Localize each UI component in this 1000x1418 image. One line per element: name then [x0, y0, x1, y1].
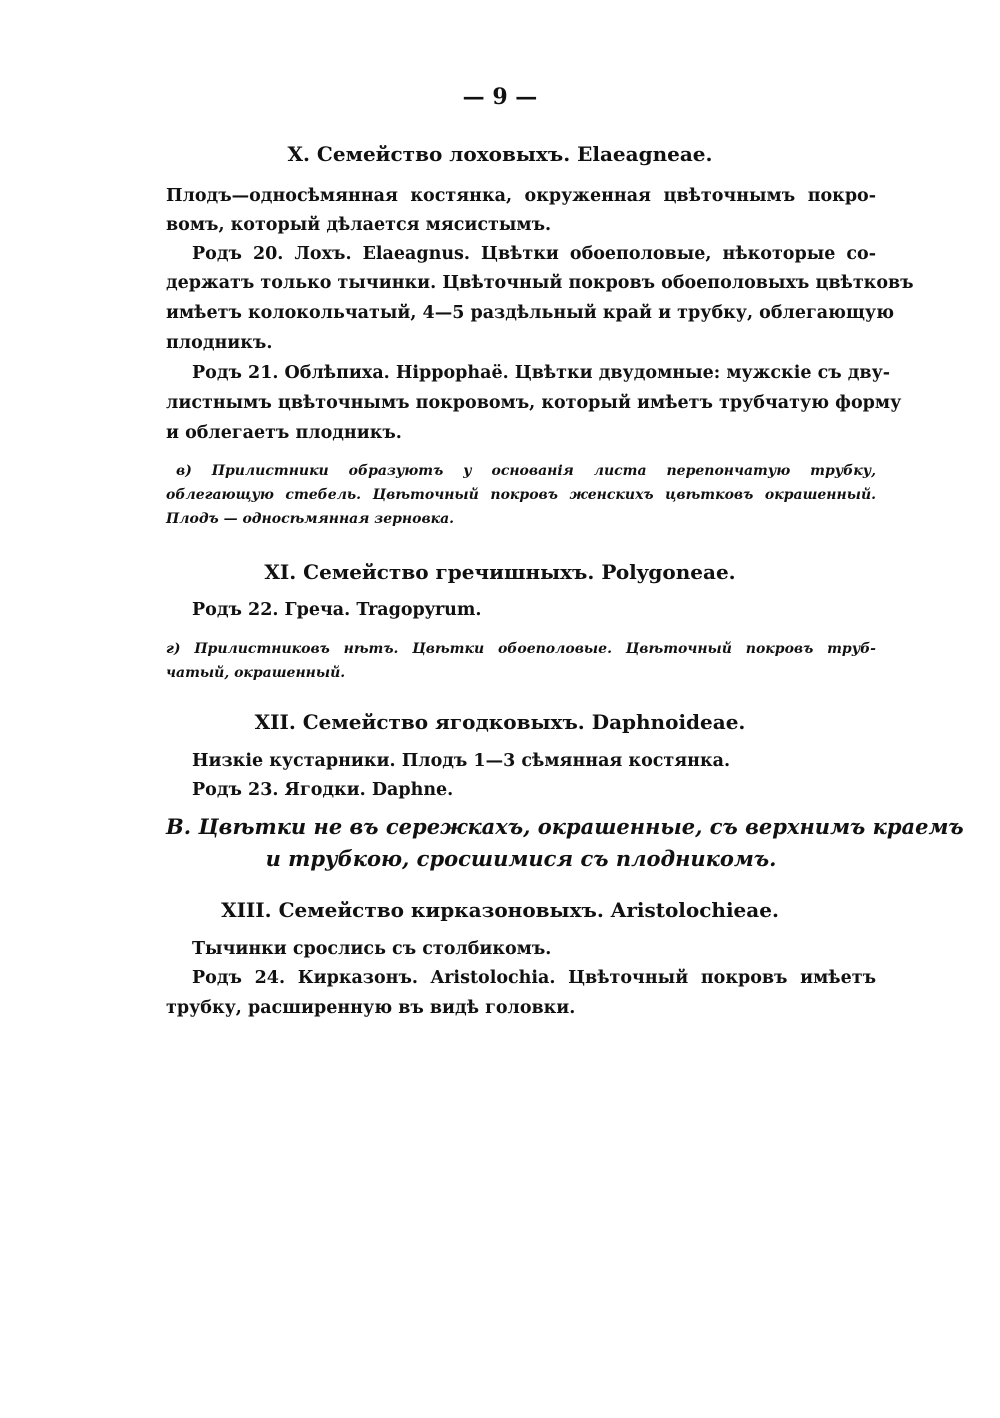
- section-x-line-9: и облегаетъ плодникъ.: [166, 423, 402, 443]
- section-xii-line-1: Низкiе кустарники. Плодъ 1—3 сѣмянная костянка.: [192, 751, 731, 771]
- section-x-line-3: Родъ 20. Лохъ. Elaeagnus. Цвѣтки обоеполовые, нѣкоторые со-: [192, 244, 876, 264]
- section-xi-heading: XI. Семейство гречишныхъ. Polygoneae.: [264, 560, 736, 584]
- section-xi-note-line-2: чатый, окрашенный.: [166, 665, 346, 681]
- section-x-note-line-1: в) Прилистники образуютъ у основанiя листа перепончатую трубку,: [176, 463, 876, 479]
- section-xii-heading: XII. Семейство ягодковыхъ. Daphnoideae.: [254, 710, 746, 734]
- section-x-line-5: имѣетъ колокольчатый, 4—5 раздѣльный край и трубку, облегающую: [166, 303, 895, 323]
- section-x-note-line-3: Плодъ — односѣмянная зерновка.: [166, 511, 455, 527]
- section-xiii-line-1: Тычинки срослись съ столбикомъ.: [192, 939, 552, 959]
- section-xi-line-1: Родъ 22. Греча. Tragopyrum.: [192, 600, 482, 620]
- section-x-heading: X. Семейство лоховыхъ. Elaeagneae.: [287, 142, 713, 166]
- section-x-line-7: Родъ 21. Облѣпиха. Hippophaë. Цвѣтки двудомные: мужскiе съ дву-: [192, 363, 891, 383]
- section-xi-note-line-1: г) Прилистниковъ нѣтъ. Цвѣтки обоеполовые. Цвѣточный покровъ труб-: [166, 641, 876, 657]
- page-number: — 9 —: [462, 84, 538, 110]
- section-xiii-heading: XIII. Семейство кирказоновыхъ. Aristolochieae.: [221, 898, 779, 922]
- group-b-line-1: B. Цвѣтки не въ сережкахъ, окрашенные, съ верхнимъ краемъ: [166, 814, 964, 839]
- section-x-line-8: листнымъ цвѣточнымъ покровомъ, который имѣетъ трубчатую форму: [166, 393, 902, 413]
- section-x-line-6: плодникъ.: [166, 333, 273, 353]
- section-x-line-4: держатъ только тычинки. Цвѣточный покровъ обоеполовыхъ цвѣтковъ: [166, 273, 914, 293]
- section-xiii-line-2: Родъ 24. Кирказонъ. Aristolochia. Цвѣточный покровъ имѣетъ: [192, 968, 876, 988]
- section-xiii-line-3: трубку, расширенную въ видѣ головки.: [166, 998, 576, 1018]
- group-b-line-2: и трубкою, сросшимися съ плодникомъ.: [265, 846, 777, 871]
- section-xii-line-2: Родъ 23. Ягодки. Daphne.: [192, 780, 454, 800]
- section-x-line-2: вомъ, который дѣлается мясистымъ.: [166, 215, 552, 235]
- section-x-note-line-2: облегающую стебель. Цвѣточный покровъ женскихъ цвѣтковъ окрашенный.: [166, 487, 876, 503]
- section-x-line-1: Плодъ—односѣмянная костянка, окруженная цвѣточнымъ покро-: [166, 186, 876, 206]
